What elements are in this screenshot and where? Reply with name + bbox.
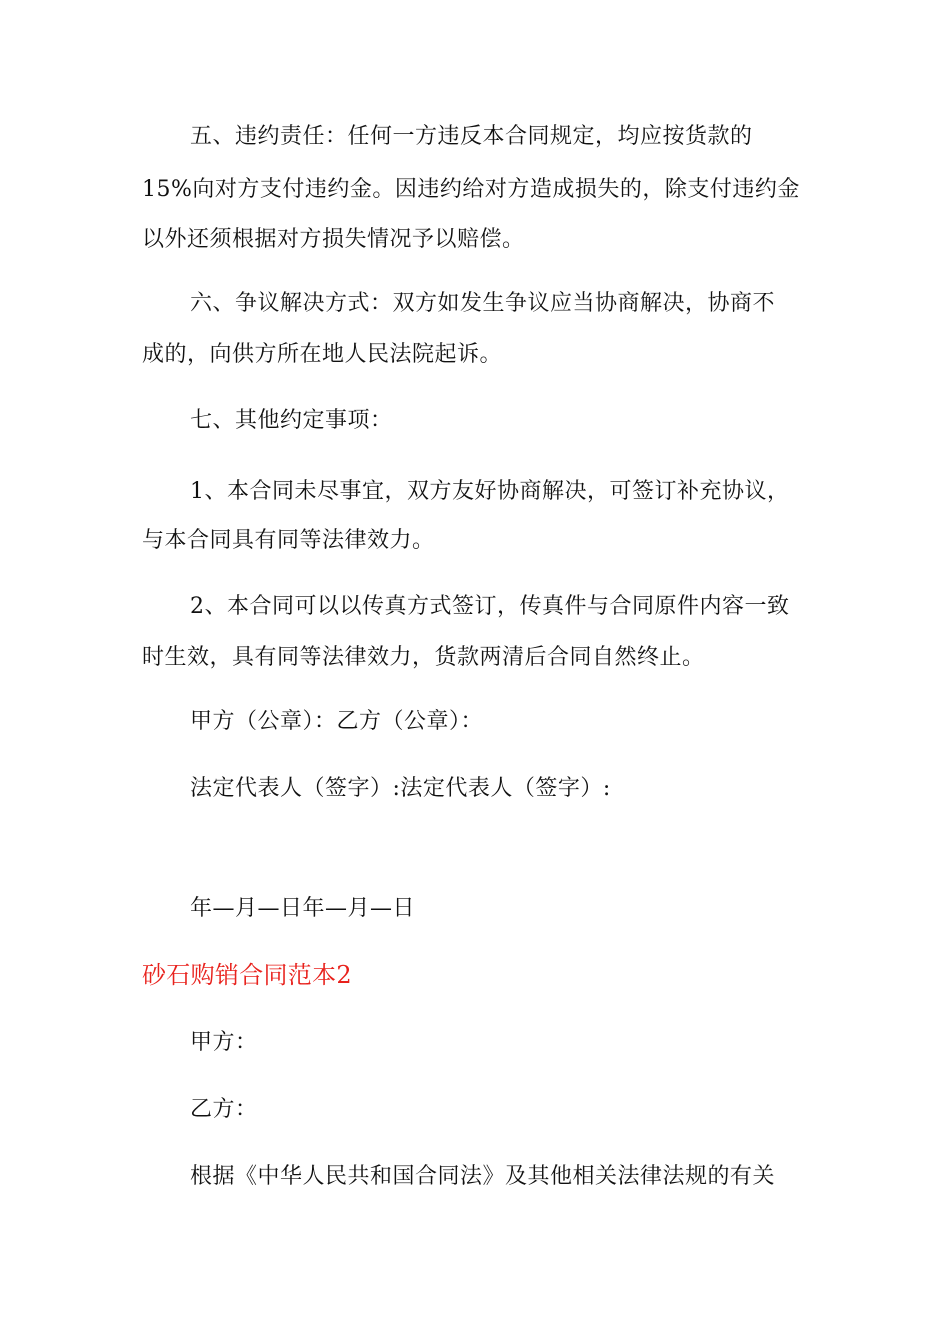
section5-line1: 五、违约责任：任何一方违反本合同规定，均应按货款的 (190, 124, 753, 149)
section7-item2-line1: 2、本合同可以以传真方式签订，传真件与合同原件内容一致 (190, 594, 790, 619)
section7-item2-line2: 时生效，具有同等法律效力，货款两清后合同自然终止。 (142, 645, 705, 670)
section7-title: 七、其他约定事项： (190, 408, 393, 433)
section7-item1-line2: 与本合同具有同等法律效力。 (142, 528, 435, 553)
seal-line: 甲方（公章）：乙方（公章）： (190, 709, 484, 734)
section6-line2: 成的，向供方所在地人民法院起诉。 (142, 342, 503, 367)
contract2-heading: 砂石购销合同范本2 (142, 961, 352, 989)
section5-line2: 15%向对方支付违约金。因违约给对方造成损失的，除支付违约金 (142, 177, 800, 202)
section6-line1: 六、争议解决方式：双方如发生争议应当协商解决，协商不 (190, 291, 776, 316)
party-b-label: 乙方： (190, 1097, 258, 1122)
contract2-intro-line1: 根据《中华人民共和国合同法》及其他相关法律法规的有关 (190, 1164, 776, 1189)
section7-item1-line1: 1、本合同未尽事宜，双方友好协商解决，可签订补充协议， (190, 479, 790, 504)
section5-line3: 以外还须根据对方损失情况予以赔偿。 (142, 227, 525, 252)
party-a-label: 甲方： (190, 1030, 258, 1055)
date-line: 年—月—日年—月—日 (190, 896, 416, 921)
representative-line: 法定代表人（签字）:法定代表人（签字）: (190, 776, 611, 801)
